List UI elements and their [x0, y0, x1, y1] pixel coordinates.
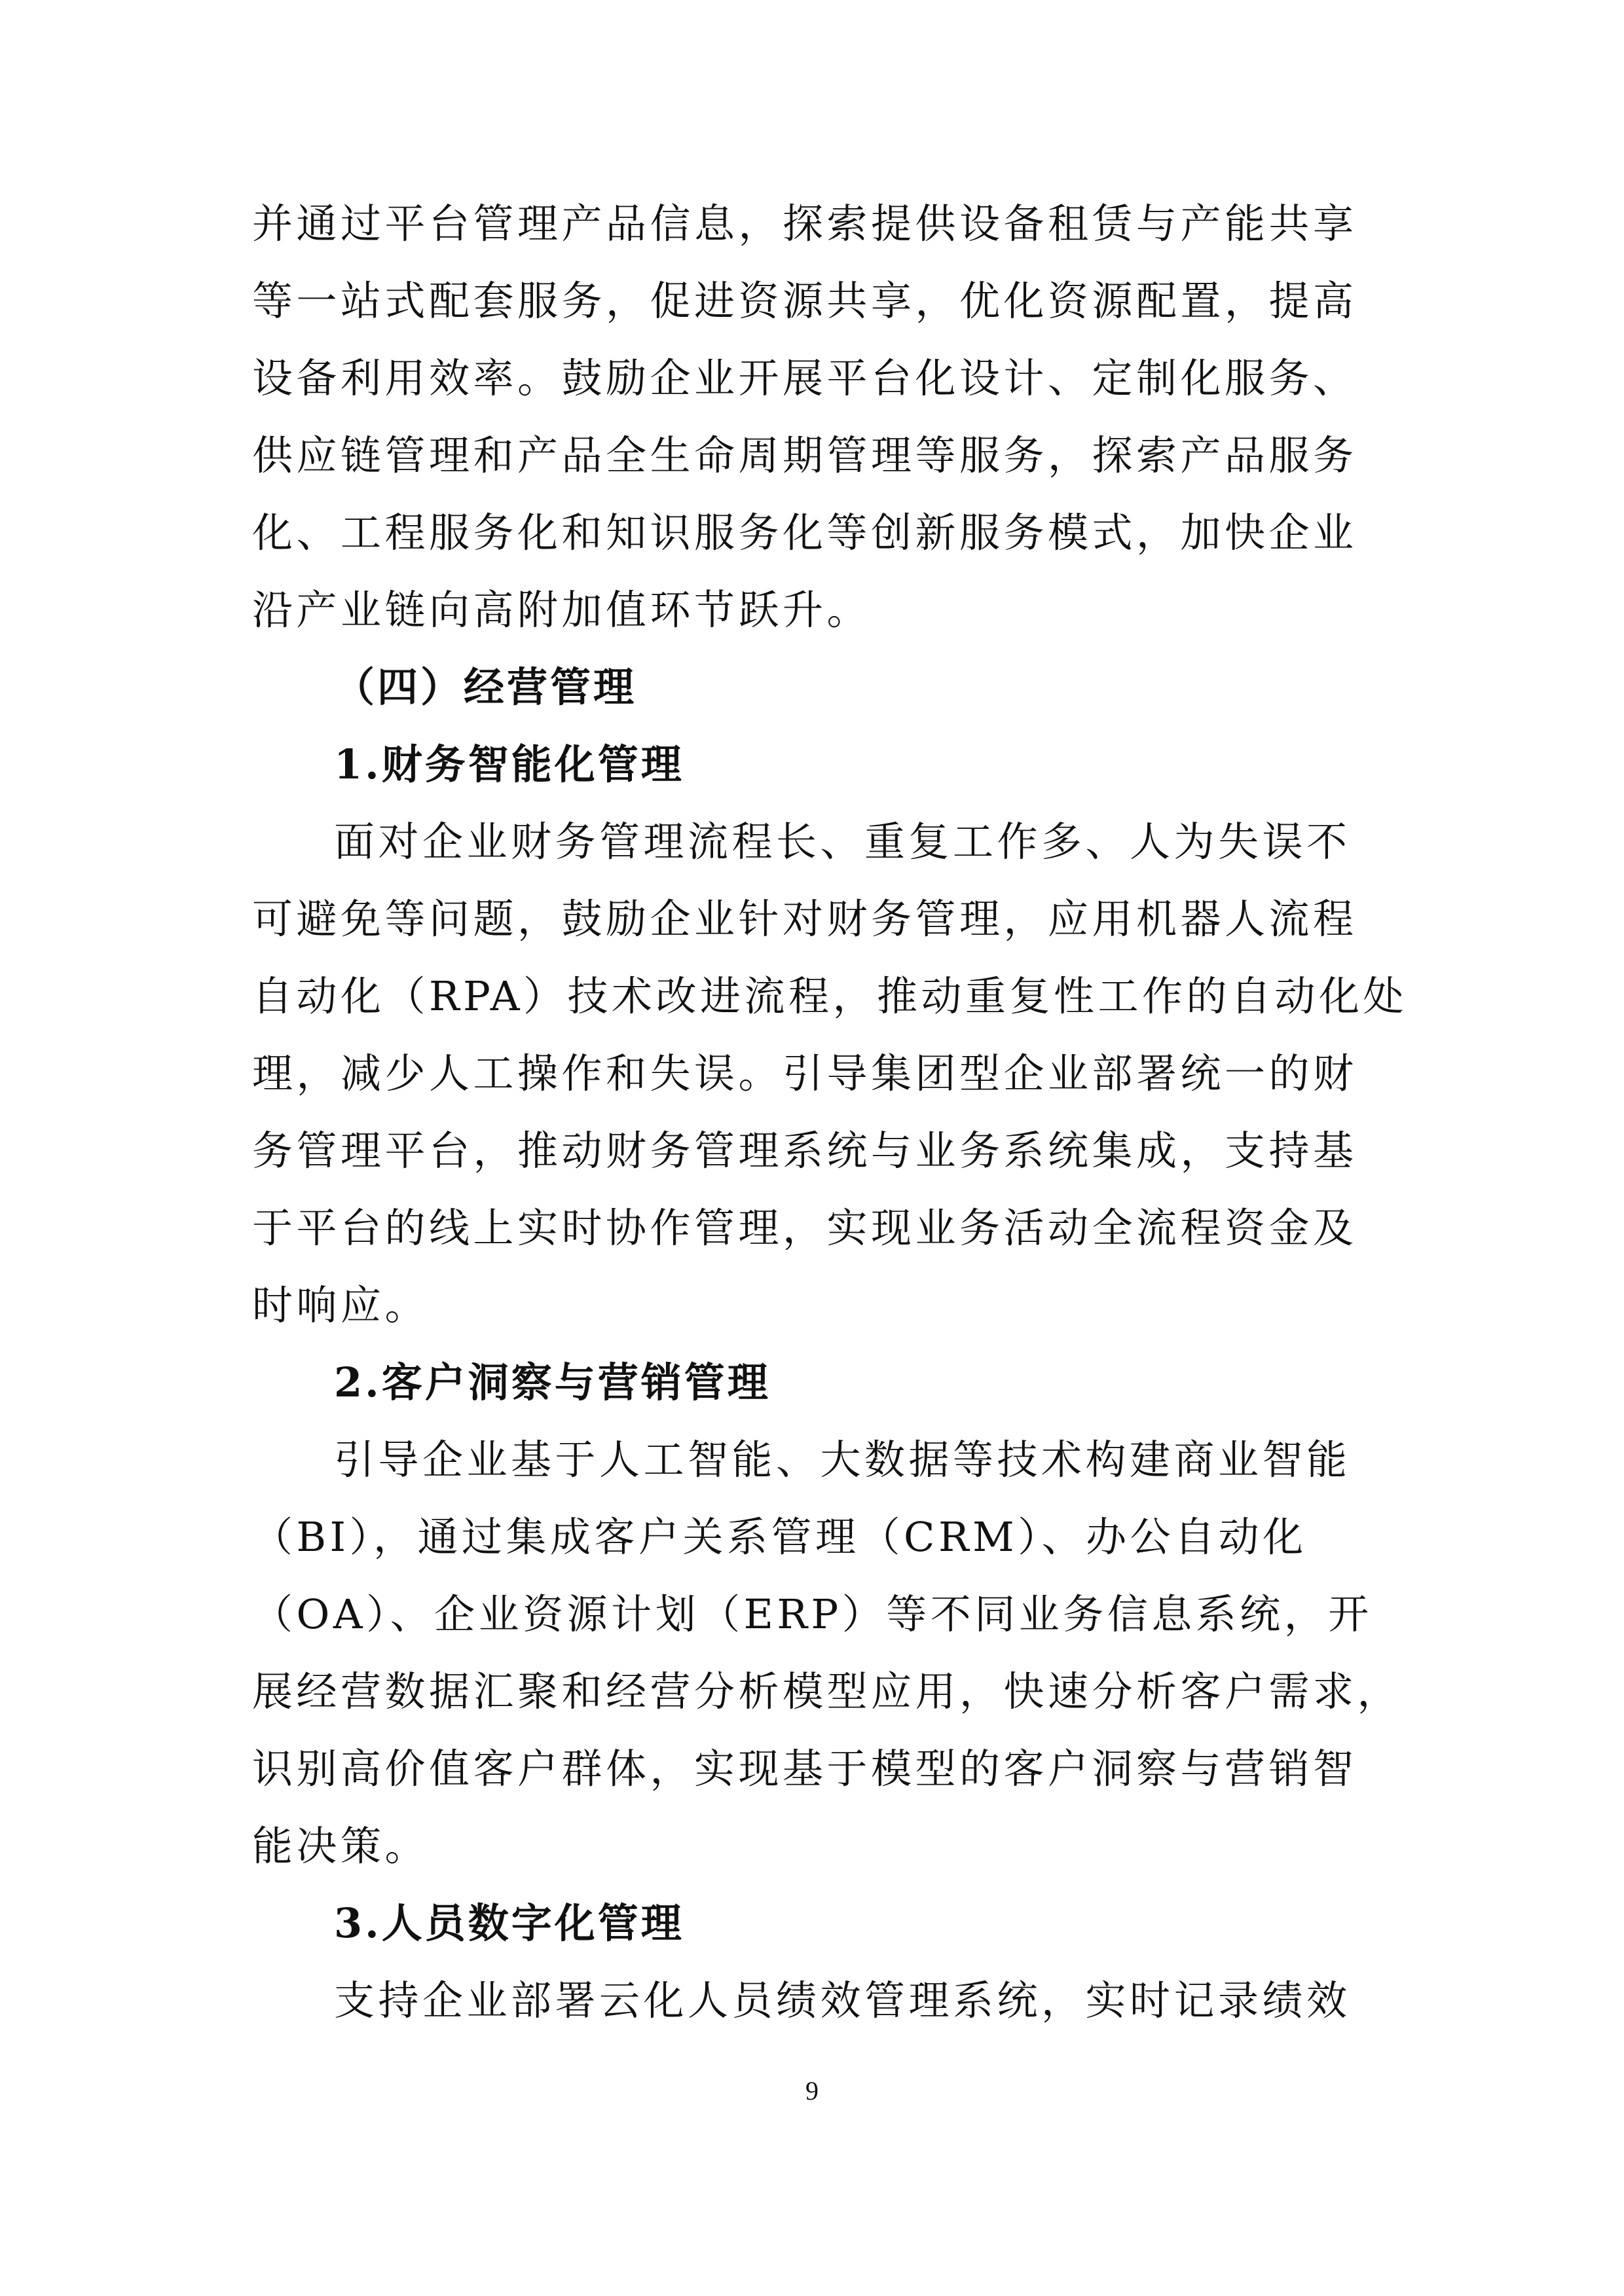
body-text-line: 可避免等问题，鼓励企业针对财务管理，应用机器人流程	[252, 895, 1357, 943]
body-text-line: 并通过平台管理产品信息，探索提供设备租赁与产能共享	[252, 200, 1357, 247]
body-text-line: 支持企业部署云化人员绩效管理系统，实时记录绩效	[334, 1977, 1351, 2024]
body-text-line: 引导企业基于人工智能、大数据等技术构建商业智能	[334, 1436, 1351, 1484]
subsection-heading: 2.客户洞察与营销管理	[334, 1358, 771, 1406]
body-text-line: 时响应。	[252, 1281, 430, 1329]
body-text-line: （BI），通过集成客户关系管理（CRM）、办公自动化	[252, 1513, 1307, 1561]
body-text-line: 化、工程服务化和知识服务化等创新服务模式，加快企业	[252, 509, 1357, 556]
body-text-line: 理，减少人工操作和失误。引导集团型企业部署统一的财	[252, 1049, 1357, 1097]
body-text-line: 于平台的线上实时协作管理，实现业务活动全流程资金及	[252, 1204, 1357, 1252]
body-text-line: 展经营数据汇聚和经营分析模型应用，快速分析客户需求，	[252, 1667, 1402, 1715]
subsection-heading: 1.财务智能化管理	[334, 740, 684, 788]
page-number: 9	[805, 2076, 819, 2105]
subsection-heading: 3.人员数字化管理	[334, 1899, 684, 1947]
body-text-line: 能决策。	[252, 1822, 430, 1870]
body-text-line: 等一站式配套服务，促进资源共享，优化资源配置，提高	[252, 277, 1357, 325]
body-text-line: 设备利用效率。鼓励企业开展平台化设计、定制化服务、	[252, 354, 1357, 402]
body-text-line: 供应链管理和产品全生命周期管理等服务，探索产品服务	[252, 431, 1357, 479]
section-heading: （四）经营管理	[334, 663, 637, 711]
body-text-line: 识别高价值客户群体，实现基于模型的客户洞察与营销智	[252, 1745, 1357, 1793]
body-text-line: 务管理平台，推动财务管理系统与业务系统集成，支持基	[252, 1127, 1357, 1175]
body-text-line: 自动化（RPA）技术改进流程，推动重复性工作的自动化处	[252, 972, 1407, 1020]
body-text-line: （OA）、企业资源计划（ERP）等不同业务信息系统，开	[252, 1590, 1373, 1638]
body-text-line: 面对企业财务管理流程长、重复工作多、人为失误不	[334, 818, 1351, 866]
body-text-line: 沿产业链向高附加值环节跃升。	[252, 586, 872, 634]
